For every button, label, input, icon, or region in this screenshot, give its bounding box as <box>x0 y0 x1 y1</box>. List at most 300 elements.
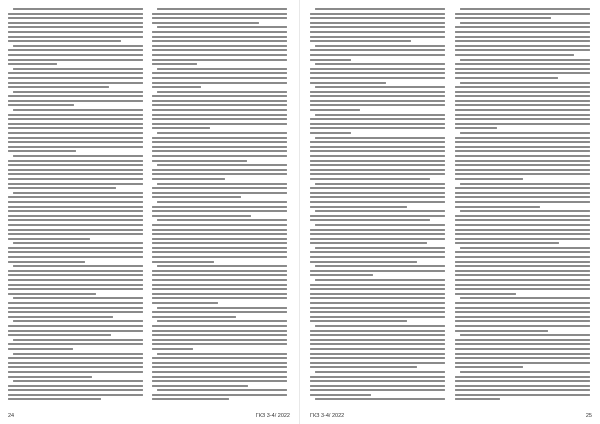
text-line <box>8 77 143 79</box>
text-line <box>152 398 229 400</box>
paragraph <box>310 224 445 244</box>
text-line <box>455 242 559 244</box>
text-line <box>8 86 109 88</box>
text-line <box>315 45 445 47</box>
right-page <box>300 0 600 424</box>
text-line <box>455 201 590 203</box>
text-line <box>152 302 218 304</box>
text-line <box>152 311 287 313</box>
text-line <box>152 150 287 152</box>
text-line <box>8 247 143 249</box>
paragraph <box>455 82 590 130</box>
paragraph <box>152 307 287 318</box>
text-line <box>152 72 287 74</box>
text-line <box>8 59 143 61</box>
text-line <box>315 63 445 65</box>
text-line <box>8 316 113 318</box>
text-line <box>310 357 445 359</box>
text-line <box>8 40 121 42</box>
paragraph <box>455 183 590 208</box>
paragraph <box>310 265 445 276</box>
text-line <box>310 334 445 336</box>
text-line <box>310 160 445 162</box>
journal-issue: ГКЗ 3-4/ 2022 <box>310 413 345 419</box>
paragraph <box>152 201 287 217</box>
paragraph <box>8 91 143 107</box>
text-line <box>8 334 111 336</box>
text-line <box>310 82 386 84</box>
text-line <box>13 155 143 157</box>
text-line <box>8 389 143 391</box>
paragraph <box>455 247 590 295</box>
text-line <box>152 229 287 231</box>
text-line <box>8 284 143 286</box>
text-line <box>152 49 287 51</box>
paragraph <box>8 109 143 152</box>
paragraph <box>152 353 287 387</box>
text-line <box>13 68 143 70</box>
text-line <box>8 36 143 38</box>
text-line <box>455 95 590 97</box>
text-line <box>310 380 445 382</box>
text-line <box>460 132 590 134</box>
text-line <box>152 22 259 24</box>
paragraph <box>8 68 143 88</box>
text-line <box>8 394 143 396</box>
text-line <box>8 215 143 217</box>
text-line <box>157 389 287 391</box>
paragraph <box>8 265 143 295</box>
text-line <box>310 394 371 396</box>
text-line <box>8 164 143 166</box>
text-line <box>310 366 417 368</box>
text-line <box>8 54 143 56</box>
text-line <box>455 224 590 226</box>
text-line <box>455 26 590 28</box>
paragraph <box>8 380 143 400</box>
paragraph <box>152 164 287 180</box>
paragraph <box>8 45 143 65</box>
paragraph <box>310 137 445 180</box>
text-line <box>310 270 445 272</box>
paragraph <box>152 91 287 130</box>
text-line <box>13 192 143 194</box>
text-line <box>8 82 143 84</box>
text-line <box>310 192 445 194</box>
text-line <box>455 86 590 88</box>
text-line <box>157 132 287 134</box>
text-line <box>8 357 143 359</box>
paragraph <box>152 219 287 262</box>
text-line <box>310 169 445 171</box>
text-line <box>152 284 287 286</box>
text-line <box>455 178 523 180</box>
text-line <box>13 8 143 10</box>
text-line <box>152 224 287 226</box>
text-line <box>315 210 445 212</box>
text-line <box>455 219 590 221</box>
text-line <box>455 261 590 263</box>
text-line <box>455 127 497 129</box>
paragraph <box>8 155 143 189</box>
text-line <box>8 398 101 400</box>
text-line <box>8 132 143 134</box>
text-line <box>152 330 287 332</box>
text-line <box>13 91 143 93</box>
text-line <box>8 302 143 304</box>
text-line <box>455 40 590 42</box>
text-line <box>152 242 287 244</box>
text-line <box>152 160 247 162</box>
text-line <box>455 362 590 364</box>
text-line <box>455 155 590 157</box>
text-line <box>315 398 445 400</box>
text-line <box>152 343 287 345</box>
text-line <box>8 150 76 152</box>
text-line <box>315 8 445 10</box>
text-line <box>157 164 287 166</box>
text-line <box>310 219 430 221</box>
text-line <box>8 95 143 97</box>
text-line <box>8 219 143 221</box>
text-line <box>152 339 287 341</box>
text-line <box>310 141 445 143</box>
text-line <box>152 95 287 97</box>
text-line <box>310 389 445 391</box>
text-line <box>152 371 287 373</box>
text-line <box>315 137 445 139</box>
text-line <box>455 325 590 327</box>
left-page-column-2 <box>152 8 287 406</box>
text-line <box>455 316 590 318</box>
text-line <box>152 288 287 290</box>
text-line <box>152 251 287 253</box>
text-line <box>455 63 590 65</box>
text-line <box>455 293 516 295</box>
text-line <box>152 155 287 157</box>
text-line <box>152 357 287 359</box>
text-line <box>152 385 248 387</box>
text-line <box>310 343 445 345</box>
text-line <box>157 26 287 28</box>
text-line <box>152 348 193 350</box>
text-line <box>8 348 73 350</box>
text-line <box>157 353 287 355</box>
text-line <box>310 178 430 180</box>
text-line <box>455 160 590 162</box>
text-line <box>455 49 590 51</box>
text-line <box>8 293 96 295</box>
text-line <box>8 233 143 235</box>
text-line <box>455 164 590 166</box>
text-line <box>152 362 287 364</box>
paragraph <box>455 371 590 401</box>
text-line <box>8 229 143 231</box>
text-line <box>8 146 143 148</box>
text-line <box>310 68 445 70</box>
text-line <box>310 118 445 120</box>
paragraph <box>310 279 445 322</box>
journal-issue: ГКЗ 3-4/ 2022 <box>255 413 290 419</box>
text-line <box>460 8 590 10</box>
text-line <box>8 104 74 106</box>
text-line <box>310 109 360 111</box>
paragraph <box>310 371 445 396</box>
text-line <box>8 385 143 387</box>
paragraph <box>8 192 143 240</box>
text-line <box>455 104 590 106</box>
text-line <box>310 320 407 322</box>
text-line <box>152 59 287 61</box>
text-line <box>310 274 373 276</box>
text-line <box>13 109 143 111</box>
text-line <box>310 173 445 175</box>
text-line <box>310 242 427 244</box>
text-line <box>152 316 236 318</box>
text-line <box>315 371 445 373</box>
text-line <box>310 229 445 231</box>
text-line <box>152 82 287 84</box>
text-line <box>310 256 445 258</box>
text-line <box>152 366 287 368</box>
text-line <box>8 169 143 171</box>
text-line <box>8 187 116 189</box>
text-line <box>8 371 143 373</box>
text-line <box>310 54 445 56</box>
text-line <box>152 279 287 281</box>
text-line <box>8 160 143 162</box>
text-line <box>310 123 445 125</box>
text-line <box>152 394 287 396</box>
text-line <box>8 376 92 378</box>
text-line <box>310 95 445 97</box>
text-line <box>8 183 143 185</box>
text-line <box>455 141 590 143</box>
text-line <box>13 45 143 47</box>
text-line <box>455 265 590 267</box>
text-line <box>310 77 445 79</box>
text-line <box>310 155 445 157</box>
text-line <box>152 118 287 120</box>
text-line <box>8 17 143 19</box>
text-line <box>455 251 590 253</box>
text-line <box>455 270 590 272</box>
text-line <box>310 353 445 355</box>
text-line <box>310 339 445 341</box>
text-line <box>455 339 590 341</box>
text-line <box>152 238 287 240</box>
text-line <box>455 366 523 368</box>
text-line <box>455 118 590 120</box>
text-line <box>455 114 590 116</box>
left-page-footer <box>0 411 300 419</box>
text-line <box>8 137 143 139</box>
text-line <box>310 91 445 93</box>
text-line <box>157 265 287 267</box>
text-line <box>152 127 210 129</box>
paragraph <box>310 398 445 400</box>
text-line <box>8 261 85 263</box>
paragraph <box>8 8 143 42</box>
paragraph <box>152 265 287 304</box>
paragraph <box>8 242 143 262</box>
text-line <box>8 49 143 51</box>
text-line <box>455 311 590 313</box>
text-line <box>455 68 590 70</box>
text-line <box>310 196 445 198</box>
text-line <box>315 325 445 327</box>
paragraph <box>152 26 287 65</box>
text-line <box>8 201 143 203</box>
text-line <box>455 123 590 125</box>
text-line <box>455 187 590 189</box>
text-line <box>152 297 287 299</box>
text-line <box>310 288 445 290</box>
text-line <box>310 187 445 189</box>
text-line <box>310 307 445 309</box>
text-line <box>310 31 445 33</box>
text-line <box>8 224 143 226</box>
text-line <box>8 330 143 332</box>
left-page-column-1 <box>8 8 143 406</box>
paragraph <box>8 339 143 350</box>
text-line <box>455 109 590 111</box>
text-line <box>157 183 287 185</box>
paragraph <box>310 86 445 111</box>
text-line <box>152 86 201 88</box>
text-line <box>460 371 590 373</box>
text-line <box>455 288 590 290</box>
text-line <box>310 100 445 102</box>
text-line <box>8 178 143 180</box>
text-line <box>13 297 143 299</box>
text-line <box>455 17 551 19</box>
text-line <box>310 284 445 286</box>
paragraph <box>8 320 143 336</box>
text-line <box>310 146 445 148</box>
text-line <box>310 238 445 240</box>
text-line <box>13 339 143 341</box>
text-line <box>152 256 287 258</box>
text-line <box>455 343 590 345</box>
text-line <box>8 123 143 125</box>
text-line <box>455 376 590 378</box>
text-line <box>455 353 590 355</box>
text-line <box>152 192 287 194</box>
page-number: 24 <box>8 413 15 419</box>
text-line <box>315 86 445 88</box>
text-line <box>455 330 548 332</box>
paragraph <box>152 132 287 162</box>
paragraph <box>152 389 287 400</box>
text-line <box>152 141 287 143</box>
page-number: 25 <box>585 413 592 419</box>
text-line <box>152 77 287 79</box>
right-page-column-1 <box>310 8 445 406</box>
right-page-column-2 <box>455 8 590 406</box>
text-line <box>8 279 143 281</box>
text-line <box>152 210 287 212</box>
text-line <box>460 183 590 185</box>
text-line <box>455 274 590 276</box>
paragraph <box>455 297 590 331</box>
text-line <box>455 91 590 93</box>
text-line <box>310 385 445 387</box>
paragraph <box>455 59 590 79</box>
text-line <box>455 256 590 258</box>
text-line <box>310 362 445 364</box>
text-line <box>8 274 143 276</box>
text-line <box>152 100 287 102</box>
text-line <box>8 100 143 102</box>
text-line <box>152 63 197 65</box>
paragraph <box>8 353 143 378</box>
paragraph <box>152 8 287 24</box>
text-line <box>315 224 445 226</box>
text-line <box>460 247 590 249</box>
text-line <box>455 302 590 304</box>
text-line <box>13 353 143 355</box>
text-line <box>455 385 590 387</box>
paragraph <box>152 183 287 199</box>
text-line <box>152 40 287 42</box>
text-line <box>152 137 287 139</box>
paragraph <box>8 297 143 317</box>
text-line <box>152 270 287 272</box>
text-line <box>455 77 558 79</box>
paragraph <box>455 8 590 19</box>
text-line <box>310 215 445 217</box>
text-line <box>13 265 143 267</box>
text-line <box>315 279 445 281</box>
text-line <box>152 114 287 116</box>
text-line <box>8 251 143 253</box>
text-line <box>8 362 143 364</box>
text-line <box>310 376 445 378</box>
text-line <box>310 72 445 74</box>
text-line <box>455 307 590 309</box>
text-line <box>152 104 287 106</box>
text-line <box>152 206 287 208</box>
text-line <box>152 109 287 111</box>
text-line <box>8 196 143 198</box>
text-line <box>152 325 287 327</box>
text-line <box>460 210 590 212</box>
text-line <box>152 36 287 38</box>
text-line <box>455 137 590 139</box>
text-line <box>157 219 287 221</box>
text-line <box>8 210 143 212</box>
text-line <box>152 123 287 125</box>
text-line <box>455 45 590 47</box>
paragraph <box>455 132 590 180</box>
text-line <box>8 307 143 309</box>
paragraph <box>310 8 445 42</box>
text-line <box>152 146 287 148</box>
text-line <box>152 274 287 276</box>
text-line <box>13 242 143 244</box>
text-line <box>455 394 590 396</box>
text-line <box>152 31 287 33</box>
text-line <box>8 288 143 290</box>
text-line <box>310 348 445 350</box>
paragraph <box>310 45 445 61</box>
text-line <box>152 17 287 19</box>
paragraph <box>152 68 287 88</box>
text-line <box>152 54 287 56</box>
text-line <box>8 31 143 33</box>
text-line <box>310 36 445 38</box>
